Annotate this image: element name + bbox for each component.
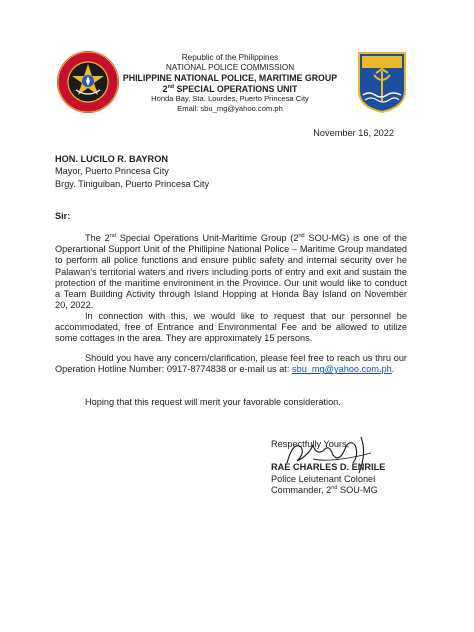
signer-title: Commander, 2nd SOU-MG bbox=[271, 484, 378, 495]
signer-rank: Police Leiutenant Colonel bbox=[271, 473, 376, 484]
letterhead bbox=[100, 53, 360, 114]
recipient-block bbox=[55, 153, 209, 190]
letterhead-email: Email: sbu_mg@yahoo.com.ph bbox=[177, 104, 283, 114]
letterhead-republic: Republic of the Philippines bbox=[181, 53, 279, 62]
recipient-address: Brgy. Tiniguiban, Puerto Princesa City bbox=[55, 178, 210, 189]
signer-name: RAE CHARLES D. ENRILE bbox=[271, 462, 386, 473]
signature-space bbox=[271, 450, 385, 462]
complimentary-close: Respectfully Yours, bbox=[271, 439, 350, 449]
closing-block bbox=[271, 439, 385, 496]
recipient-name: HON. LUCILO R. BAYRON bbox=[55, 154, 168, 164]
letter-date: November 16, 2022 bbox=[313, 128, 394, 138]
body-paragraph-4: Hoping that this request will merit your favorable consideration. bbox=[85, 397, 341, 407]
letterhead-office: PHILIPPINE NATIONAL POLICE, MARITIME GROUP bbox=[122, 73, 338, 84]
maritime-police-shield-logo bbox=[357, 51, 407, 113]
body-paragraph-3: Should you have any concern/clarification, please feel free to reach us thru our Operation Hotline Number: 0917-8774838 or e-mail us at: sbu_mg@yahoo.com.ph. bbox=[55, 353, 407, 375]
recipient-title: Mayor, Puerto Princesa City bbox=[55, 166, 169, 177]
letterhead-address: Honda Bay, Sta. Lourdes, Puerto Princesa City bbox=[151, 93, 309, 103]
body-paragraph-1: The 2nd Special Operations Unit-Maritime Group (2nd SOU-MG) is one of the Operartional Support Unit of the Phillipine National Police – Maritime Group mandated to perform all police functions and ensure public safety and internal security over he Palawan’s territorial waters and rivers including ports of entry and exit and sustain the protection of the maritime environment in the Province. Our unit would like to conduct a Team Building Activity through Island Hopping at Honda Bay Island on November 20, 2022. bbox=[55, 232, 407, 311]
salutation: Sir: bbox=[55, 211, 71, 221]
body-paragraph-2: In connection with this, we would like to request that our personnel be accommodated, free of Entrance and Environmental Fee and be allowed to utilize some cottages in the area. They are approximately 15 persons. bbox=[55, 311, 407, 344]
letterhead-commission: NATIONAL POLICE COMMISSION bbox=[165, 63, 295, 73]
letterhead-unit: 2nd SPECIAL OPERATIONS UNIT bbox=[162, 83, 298, 94]
email-link[interactable]: sbu_mg@yahoo.com.ph bbox=[291, 364, 392, 375]
